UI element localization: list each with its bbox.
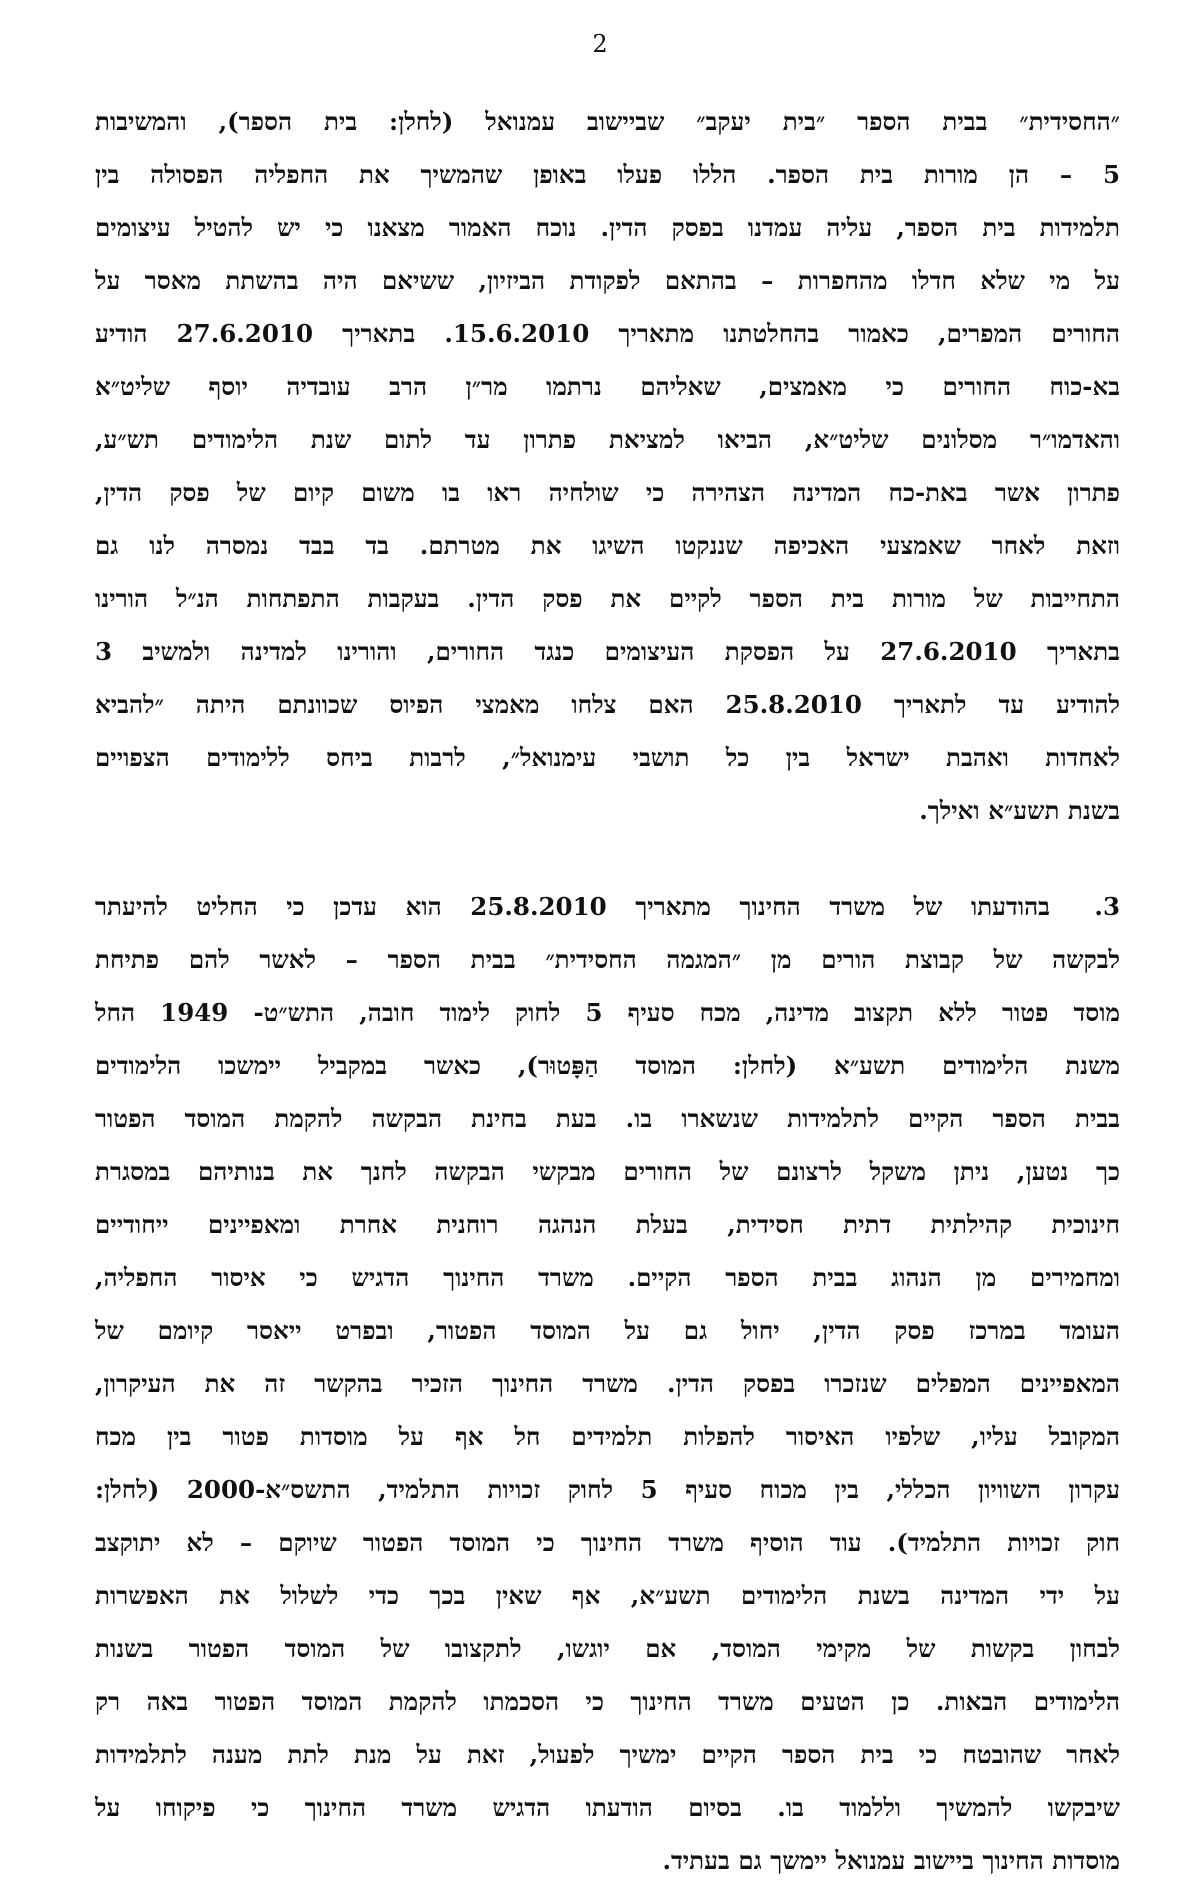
text-line: על ידי המדינה בשנת הלימודים תשע״א, אף שאין בכך כדי לשלול את האפשרות [95,1581,1120,1610]
text-line: לאחר שהובטח כי בית הספר הקיים ימשיך לפעול, זאת על מנת לתת מענה לתלמידות [95,1740,1120,1769]
text-line: להודיע עד לתאריך 25.8.2010 האם צלחו מאמצי הפיוס שכוונתם היתה ״להביא [95,690,1120,719]
text-line: בבית הספר הקיים לתלמידות שנשארו בו. בעת בחינת הבקשה להקמת המוסד הפטור [95,1104,1120,1133]
paragraph-continuation [95,95,1120,837]
text-line: 5 – הן מורות בית הספר. הללו פעלו באופן שהמשיך את החפליה הפסולה בין [95,160,1120,189]
text-line: חוק זכויות התלמיד). עוד הוסיף משרד החינוך כי המוסד הפטור שיוקם – לא יתוקצב [95,1528,1120,1557]
text-line: העומד במרכז פסק הדין, יחול גם על המוסד הפטור, ובפרט ייאסר קיומם של [95,1316,1120,1345]
text-line: התחייבות של מורות בית הספר לקיים את פסק הדין. בעקבות התפתחות הנ״ל הורינו [95,584,1120,613]
text-line: בשנת תשע״א ואילך. [919,796,1120,825]
text-line: וזאת לאחר שאמצעי האכיפה שננקטו השיגו את מטרתם. בד בבד נמסרה לנו גם [95,531,1120,560]
text-line: ומחמירים מן הנהוג בבית הספר הקיים. משרד החינוך הדגיש כי איסור החפליה, [95,1263,1120,1292]
text-line: המקובל עליו, שלפיו האיסור להפלות תלמידים חל אף על מוסדות פטור בין מכח [95,1422,1120,1451]
text-line: הלימודים הבאות. כן הטעים משרד החינוך כי הסכמתו להקמת המוסד הפטור באה רק [95,1687,1120,1716]
text-line: מוסד פטור ללא תקצוב מדינה, מכח סעיף 5 לחוק לימוד חובה, התש״ט- 1949 החל [95,998,1120,1027]
text-line: לבחון בקשות של מקימי המוסד, אם יוגשו, לתקצובו של המוסד הפטור בשנות [95,1634,1120,1663]
page-number: 2 [592,30,608,58]
paragraph-number: 3. [1094,892,1120,921]
text-line: החורים המפרים, כאמור בהחלטתנו מתאריך 15.6.2010. בתאריך 27.6.2010 הודיע [95,319,1120,348]
text-line-first [95,880,1120,933]
text-line: כך נטען, ניתן משקל לרצונם של החורים מבקשי הבקשה לחנך את בנותיהם במסגרת [95,1157,1120,1186]
text-line: לאחדות ואהבת ישראל בין כל תושבי עימנואל״, לרבות ביחס ללימודים הצפויים [95,743,1120,772]
text-line: משנת הלימודים תשע״א (לחלן: המוסד הַפָּטוּר), כאשר במקביל יימשכו הלימודים [95,1051,1120,1080]
text-line: עקרון השוויון הכללי, בין מכוח סעיף 5 לחוק זכויות התלמיד, התשס״א-2000 (לחלן: [95,1475,1120,1504]
text-line: מוסדות החינוך ביישוב עמנואל יימשך גם בעתיד. [662,1846,1120,1875]
text-line: ״החסידית״ בבית הספר ״בית יעקב״ שביישוב עמנואל (לחלן: בית הספר), והמשיבות [95,107,1120,136]
text-line: המאפיינים המפלים שנזכרו בפסק הדין. משרד החינוך הזכיר בהקשר זה את העיקרון, [95,1369,1120,1398]
text-line: על מי שלא חדלו מהחפרות – בהתאם לפקודת הביזיון, ששיאם היה בהשתת מאסר על [95,266,1120,295]
text-line: תלמידות בית הספר, עליה עמדנו בפסק הדין. נוכח האמור מצאנו כי יש להטיל עיצומים [95,213,1120,242]
text-line: פתרון אשר באת-כח המדינה הצהירה כי שולחיה ראו בו משום קיום של פסק הדין, [95,478,1120,507]
text-line: בא-כוח החורים כי מאמצים, שאליהם נרתמו מר״ן הרב עובדיה יוסף שליט״א [95,372,1120,401]
text-line: בתאריך 27.6.2010 על הפסקת העיצומים כנגד החורים, והורינו למדינה ולמשיב 3 [95,637,1120,666]
paragraph-3 [95,880,1120,1887]
text-line: שיבקשו להמשיך וללמוד בו. בסיום הודעתו הדגיש משרד החינוך כי פיקוחו על [95,1793,1120,1822]
text-line: לבקשה של קבוצת הורים מן ״המגמה החסידית״ בבית הספר – לאשר להם פתיחת [95,945,1120,974]
text-line-content: בהודעתו של משרד החינוך מתאריך 25.8.2010 הוא עדכן כי החליט להיעתר [95,892,1050,921]
text-line: והאדמו״ר מסלונים שליט״א, הביאו למציאת פתרון עד לתום שנת הלימודים תש״ע, [95,425,1120,454]
text-line: חינוכית קהילתית דתית חסידית, בעלת הנהגה רוחנית אחרת ומאפיינים ייחודיים [95,1210,1120,1239]
